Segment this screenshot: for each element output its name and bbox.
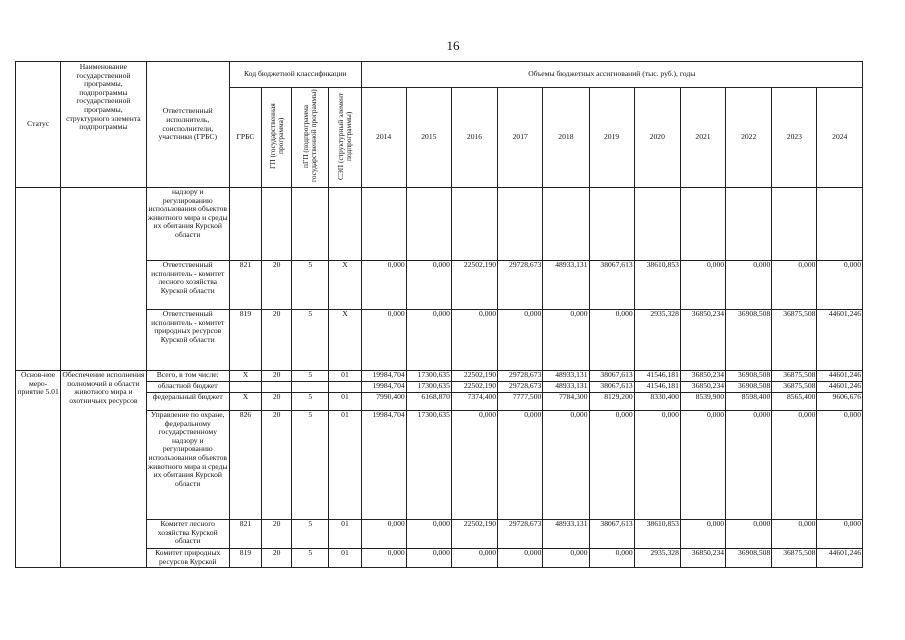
- value-cell: 7990,400: [361, 393, 406, 411]
- value-cell: 17300,635: [406, 411, 451, 520]
- grbs-cell: 821: [229, 520, 261, 549]
- value-cell: 0,000: [589, 411, 634, 520]
- value-cell: 36850,234: [680, 382, 725, 393]
- gp-cell: 20: [262, 549, 292, 568]
- value-cell: 48933,131: [543, 382, 589, 393]
- gp-cell: [262, 382, 292, 393]
- sep-cell: 01: [329, 520, 361, 549]
- value-cell: 0,000: [406, 520, 451, 549]
- value-cell: 0,000: [680, 411, 725, 520]
- value-cell: [817, 188, 863, 261]
- value-cell: 0,000: [451, 549, 497, 568]
- value-cell: 0,000: [498, 310, 543, 371]
- value-cell: [589, 188, 634, 261]
- value-cell: 0,000: [589, 549, 634, 568]
- sep-cell: 01: [329, 549, 361, 568]
- value-cell: 48933,131: [543, 520, 589, 549]
- value-cell: [726, 188, 772, 261]
- pgp-cell: 5: [292, 393, 329, 411]
- value-cell: 38610,853: [634, 520, 680, 549]
- value-cell: 22502,190: [451, 520, 497, 549]
- value-cell: 41546,181: [634, 382, 680, 393]
- value-cell: 8129,200: [589, 393, 634, 411]
- header-kbk: Код бюджетной классификации: [229, 62, 361, 88]
- value-cell: 8539,900: [680, 393, 725, 411]
- grbs-cell: Х: [229, 393, 261, 411]
- value-cell: 36908,508: [726, 310, 772, 371]
- value-cell: [451, 188, 497, 261]
- value-cell: 6168,870: [406, 393, 451, 411]
- header-year: 2019: [589, 88, 634, 188]
- value-cell: 44601,246: [817, 310, 863, 371]
- grbs-cell: Х: [229, 371, 261, 382]
- grbs-cell: 826: [229, 411, 261, 520]
- value-cell: 8330,400: [634, 393, 680, 411]
- table-row: [16, 371, 863, 382]
- value-cell: 0,000: [543, 411, 589, 520]
- value-cell: 48933,131: [543, 371, 589, 382]
- value-cell: 0,000: [772, 411, 817, 520]
- grbs-cell: [229, 382, 261, 393]
- header-year: 2015: [406, 88, 451, 188]
- value-cell: 38067,613: [589, 520, 634, 549]
- value-cell: 0,000: [406, 310, 451, 371]
- value-cell: [498, 188, 543, 261]
- executor-cell: Ответственный исполнитель - комитет лесного хозяйства Курской области: [146, 261, 229, 310]
- value-cell: 29728,673: [498, 520, 543, 549]
- value-cell: 0,000: [817, 520, 863, 549]
- value-cell: 36850,234: [680, 371, 725, 382]
- value-cell: 44601,246: [817, 382, 863, 393]
- value-cell: [361, 188, 406, 261]
- header-pgp: пГП (подпрограмма государственной программы): [292, 88, 329, 188]
- grbs-cell: 819: [229, 549, 261, 568]
- value-cell: 19984,704: [361, 411, 406, 520]
- grbs-cell: [229, 188, 261, 261]
- value-cell: [680, 188, 725, 261]
- value-cell: 17300,635: [406, 371, 451, 382]
- value-cell: 0,000: [361, 520, 406, 549]
- value-cell: 22502,190: [451, 261, 497, 310]
- value-cell: 0,000: [680, 261, 725, 310]
- value-cell: 36875,508: [772, 382, 817, 393]
- header-grbs: ГРБС: [229, 88, 261, 188]
- measure-status: Основ-ное меро-приятие 5.01: [16, 371, 61, 568]
- sep-cell: Х: [329, 310, 361, 371]
- value-cell: 36850,234: [680, 549, 725, 568]
- value-cell: 38067,613: [589, 261, 634, 310]
- header-executor: Ответственный исполнитель, соисполнители, участники (ГРБС): [146, 62, 229, 188]
- gp-cell: 20: [262, 411, 292, 520]
- value-cell: 0,000: [406, 261, 451, 310]
- value-cell: 36850,234: [680, 310, 725, 371]
- sep-cell: Х: [329, 261, 361, 310]
- grbs-cell: 819: [229, 310, 261, 371]
- executor-cell: надзору и регулированию использования объектов животного мира и среды их обитания Курской области: [146, 188, 229, 261]
- value-cell: 36908,508: [726, 382, 772, 393]
- executor-cell: Всего, в том числе:: [146, 371, 229, 382]
- value-cell: 2935,328: [634, 310, 680, 371]
- executor-cell: Управление по охране, федеральному государственному надзору и регулированию использования объектов животного мира и среды их обитания Курской области: [146, 411, 229, 520]
- executor-cell: Комитет лесного хозяйства Курской области: [146, 520, 229, 549]
- value-cell: 17300,635: [406, 382, 451, 393]
- header-sep: СЭП (структурный элемент подпрограммы): [329, 88, 361, 188]
- executor-cell: Ответственный исполнитель - комитет природных ресурсов Курской области: [146, 310, 229, 371]
- pgp-cell: 5: [292, 411, 329, 520]
- value-cell: 29728,673: [498, 371, 543, 382]
- header-year: 2018: [543, 88, 589, 188]
- value-cell: 0,000: [451, 310, 497, 371]
- value-cell: 7784,300: [543, 393, 589, 411]
- value-cell: 0,000: [726, 520, 772, 549]
- header-year: 2014: [361, 88, 406, 188]
- sep-cell: 01: [329, 411, 361, 520]
- pgp-cell: [292, 188, 329, 261]
- value-cell: 0,000: [361, 261, 406, 310]
- gp-cell: 20: [262, 310, 292, 371]
- value-cell: 9606,676: [817, 393, 863, 411]
- budget-table: [15, 61, 863, 568]
- header-year: 2016: [451, 88, 497, 188]
- header-status: Статус: [16, 62, 61, 188]
- value-cell: 36908,508: [726, 371, 772, 382]
- header-year: 2022: [726, 88, 772, 188]
- value-cell: 48933,131: [543, 261, 589, 310]
- value-cell: 22502,190: [451, 382, 497, 393]
- gp-cell: 20: [262, 520, 292, 549]
- value-cell: 38610,853: [634, 261, 680, 310]
- value-cell: 0,000: [817, 261, 863, 310]
- value-cell: 0,000: [406, 549, 451, 568]
- value-cell: 36875,508: [772, 310, 817, 371]
- measure-name: Обеспечение исполнения полномочий в области животного мира и охотничьих ресурсов: [61, 371, 146, 568]
- value-cell: 0,000: [772, 261, 817, 310]
- executor-cell: Комитет природных ресурсов Курской: [146, 549, 229, 568]
- value-cell: 29728,673: [498, 261, 543, 310]
- pgp-cell: 5: [292, 310, 329, 371]
- value-cell: 44601,246: [817, 371, 863, 382]
- value-cell: 7777,500: [498, 393, 543, 411]
- header-gp: ГП (государственная программа): [262, 88, 292, 188]
- value-cell: 0,000: [498, 549, 543, 568]
- gp-cell: 20: [262, 261, 292, 310]
- value-cell: 22502,190: [451, 371, 497, 382]
- value-cell: 36875,508: [772, 371, 817, 382]
- value-cell: 0,000: [361, 310, 406, 371]
- sep-cell: 01: [329, 371, 361, 382]
- value-cell: 2935,328: [634, 549, 680, 568]
- table-row: [16, 188, 863, 261]
- value-cell: [406, 188, 451, 261]
- value-cell: 0,000: [772, 520, 817, 549]
- value-cell: [543, 188, 589, 261]
- value-cell: 8565,400: [772, 393, 817, 411]
- gp-cell: 20: [262, 393, 292, 411]
- pgp-cell: 5: [292, 520, 329, 549]
- value-cell: 41546,181: [634, 371, 680, 382]
- pgp-cell: 5: [292, 549, 329, 568]
- sep-cell: [329, 382, 361, 393]
- header-year: 2024: [817, 88, 863, 188]
- value-cell: 38067,613: [589, 371, 634, 382]
- value-cell: 0,000: [543, 310, 589, 371]
- value-cell: 36908,508: [726, 549, 772, 568]
- pgp-cell: 5: [292, 371, 329, 382]
- pgp-cell: [292, 382, 329, 393]
- value-cell: [634, 188, 680, 261]
- page-number: 16: [446, 38, 460, 53]
- value-cell: 29728,673: [498, 382, 543, 393]
- executor-cell: федеральный бюджет: [146, 393, 229, 411]
- value-cell: 0,000: [589, 310, 634, 371]
- value-cell: 0,000: [726, 411, 772, 520]
- value-cell: 0,000: [680, 520, 725, 549]
- grbs-cell: 821: [229, 261, 261, 310]
- value-cell: 8598,400: [726, 393, 772, 411]
- header-name: Наименование государственной программы, подпрограммы государственной программы, структурного элемента подпрограммы: [61, 62, 146, 188]
- value-cell: 19984,704: [361, 371, 406, 382]
- value-cell: 38067,613: [589, 382, 634, 393]
- value-cell: 0,000: [498, 411, 543, 520]
- value-cell: 0,000: [543, 549, 589, 568]
- header-volumes: Объемы бюджетных ассигнований (тыс. руб.), годы: [361, 62, 862, 88]
- header-year: 2017: [498, 88, 543, 188]
- value-cell: 0,000: [634, 411, 680, 520]
- gp-cell: 20: [262, 371, 292, 382]
- header-year: 2023: [772, 88, 817, 188]
- sep-cell: 01: [329, 393, 361, 411]
- value-cell: 7374,400: [451, 393, 497, 411]
- header-year: 2020: [634, 88, 680, 188]
- value-cell: 19984,704: [361, 382, 406, 393]
- status-cell: [16, 188, 61, 371]
- value-cell: 0,000: [451, 411, 497, 520]
- header-year: 2021: [680, 88, 725, 188]
- value-cell: 0,000: [817, 411, 863, 520]
- name-cell: [61, 188, 146, 371]
- value-cell: 44601,246: [817, 549, 863, 568]
- value-cell: 36875,508: [772, 549, 817, 568]
- pgp-cell: 5: [292, 261, 329, 310]
- value-cell: [772, 188, 817, 261]
- sep-cell: [329, 188, 361, 261]
- value-cell: 0,000: [361, 549, 406, 568]
- executor-cell: областной бюджет: [146, 382, 229, 393]
- table-body: [16, 188, 863, 568]
- gp-cell: [262, 188, 292, 261]
- value-cell: 0,000: [726, 261, 772, 310]
